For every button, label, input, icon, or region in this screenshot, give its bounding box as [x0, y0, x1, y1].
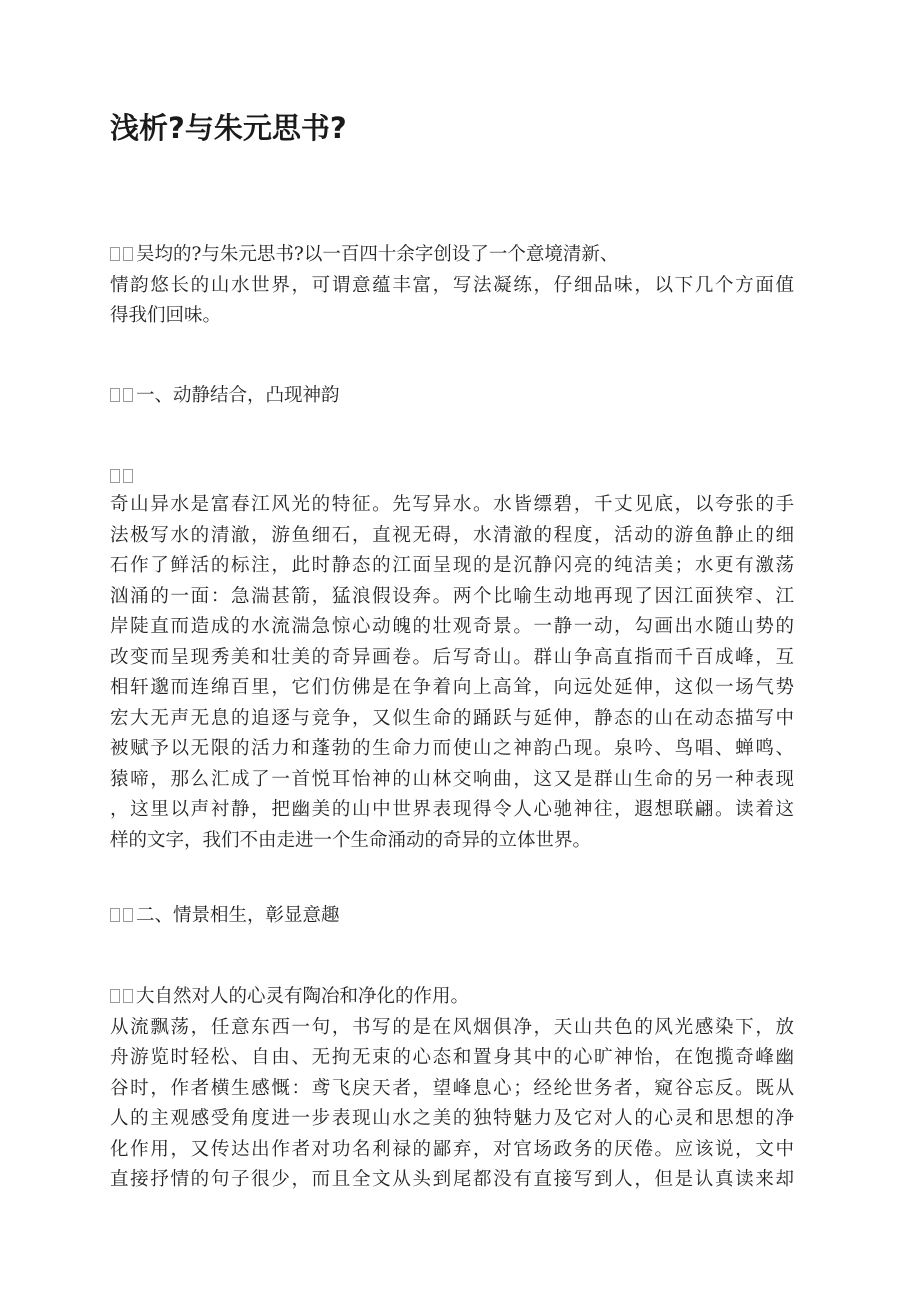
- section2-line: 直接抒情的句子很少，而且全文从头到尾都没有直接写到人，但是认真读来却: [110, 1169, 794, 1190]
- section-heading-1: 一、动静结合，凸现神韵: [110, 381, 340, 412]
- missing-glyph-icon: [110, 908, 120, 922]
- section2-line: 人的主观感受角度进一步表现山水之美的独特魅力及它对人的心灵和思想的净: [110, 1108, 794, 1129]
- intro-line-3: 得我们回味。: [110, 305, 222, 326]
- missing-glyph-icon: [123, 469, 133, 483]
- missing-glyph-icon: [123, 247, 133, 261]
- intro-line-2: 情韵悠长的山水世界，可谓意蕴丰富，写法凝练，仔细品味，以下几个方面值: [110, 274, 794, 296]
- section1-line: ，这里以声衬静，把幽美的山中世界表现得令人心驰神往，遐想联翩。读着这: [110, 799, 794, 820]
- section2-paragraph: [110, 982, 794, 1196]
- section2-line: 从流飘荡，任意东西一句，书写的是在风烟俱净，天山共色的风光感染下，放: [110, 1016, 794, 1038]
- section1-line: 改变而呈现秀美和壮美的奇异画卷。后写奇山。群山争高直指而千百成峰，互: [110, 646, 794, 668]
- section1-paragraph: [110, 490, 794, 856]
- section1-line: 相轩邈而连绵百里，它们仿佛是在争着向上高耸，向远处延伸，这似一场气势: [110, 677, 794, 698]
- section1-line: 岸陡直而造成的水流湍急惊心动魄的壮观奇景。一静一动，勾画出水随山势的: [110, 616, 794, 637]
- section2-line: 舟游览时轻松、自由、无拘无束的心态和置身其中的心旷神怡，在饱揽奇峰幽: [110, 1047, 794, 1068]
- section1-line: 奇山异水是富春江风光的特征。先写异水。水皆缥碧，千丈见底，以夸张的手: [110, 494, 794, 515]
- missing-glyph-icon: [110, 469, 120, 483]
- section1-line: 宏大无声无息的追逐与竞争，又似生命的踊跃与延伸，静态的山在动态描写中: [110, 707, 794, 729]
- section2-line: 化作用，又传达出作者对功名利禄的鄙弃，对官场政务的厌倦。应该说，文中: [110, 1138, 794, 1160]
- section2-first-line: 大自然对人的心灵有陶冶和净化的作用。: [110, 982, 794, 1013]
- section1-line: 猿啼，那么汇成了一首悦耳怡神的山林交响曲，这又是群山生命的另一种表现: [110, 768, 794, 790]
- intro-line-1: 吴均的?与朱元思书?以一百四十余字创设了一个意境清新、: [110, 240, 794, 271]
- section1-line: 汹涌的一面：急湍甚箭，猛浪假设奔。两个比喻生动地再现了因江面狭窄、江: [110, 585, 794, 607]
- missing-glyph-icon: [123, 908, 133, 922]
- indent-marker: [110, 469, 136, 489]
- intro-paragraph: [110, 240, 794, 332]
- document-title: 浅析?与朱元思书?: [110, 111, 347, 145]
- missing-glyph-icon: [110, 388, 120, 402]
- missing-glyph-icon: [123, 989, 133, 1003]
- section2-line: 谷时，作者横生感慨：鸢飞戾天者，望峰息心；经纶世务者，窥谷忘反。既从: [110, 1077, 794, 1099]
- missing-glyph-icon: [110, 247, 120, 261]
- missing-glyph-icon: [110, 989, 120, 1003]
- section1-line: 被赋予以无限的活力和蓬勃的生命力而使山之神韵凸现。泉吟、鸟唱、蝉鸣、: [110, 738, 794, 759]
- section1-line: 样的文字，我们不由走进一个生命涌动的奇异的立体世界。: [110, 829, 592, 851]
- missing-glyph-icon: [123, 388, 133, 402]
- section-heading-2: 二、情景相生，彰显意趣: [110, 901, 340, 932]
- section1-line: 石作了鲜活的标注，此时静态的江面呈现的是沉静闪亮的纯洁美；水更有激荡: [110, 555, 794, 576]
- section1-line: 法极写水的清澈，游鱼细石，直视无碍，水清澈的程度，活动的游鱼静止的细: [110, 524, 794, 546]
